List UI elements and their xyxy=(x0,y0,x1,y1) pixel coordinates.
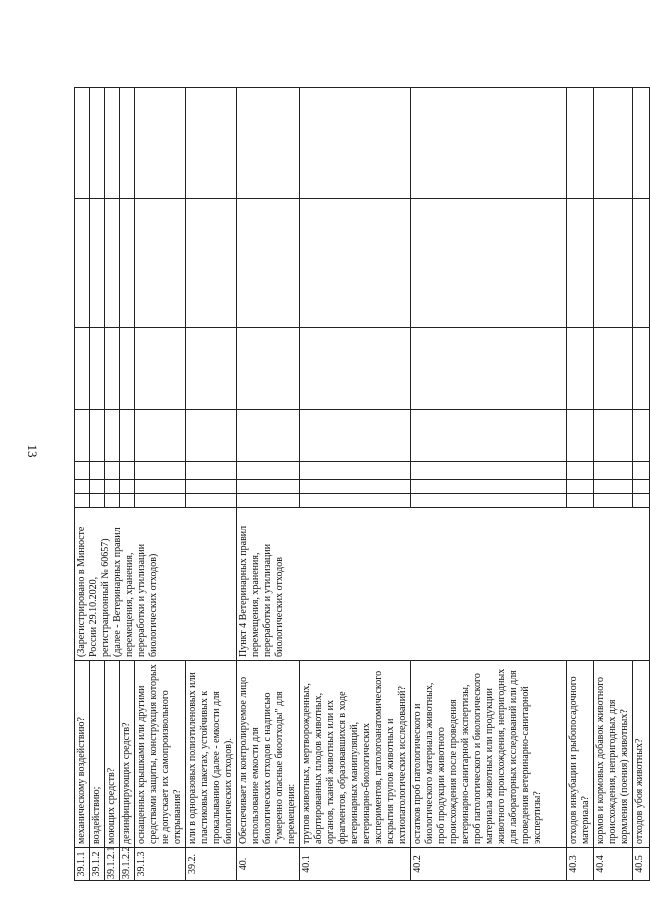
answer-cell xyxy=(75,410,90,462)
rotated-table-container xyxy=(74,88,645,881)
answer-cell xyxy=(411,199,567,328)
answer-cell xyxy=(90,328,105,410)
requirement-text: остатков проб патологического и биологического материала животных, проб продукции животного происхождения после проведения ветеринарно-санитарной экспертизы, проб патологического и биологического материала животных или продукции животного происхождения, непригодных для лабораторных исследований или для проведения ветеринарно-санитарной экспертизы? xyxy=(411,661,567,848)
answer-cell xyxy=(633,199,650,328)
table-row xyxy=(135,88,186,881)
legal-basis-cell: Пункт 4 Ветеринарных правил перемещения, хранения, переработки и утилизации биологических отходов xyxy=(237,508,650,661)
row-number: 40.2 xyxy=(411,848,567,881)
answer-cell xyxy=(90,199,105,328)
answer-cell xyxy=(594,494,633,508)
answer-cell xyxy=(105,462,120,480)
answer-cell xyxy=(105,328,120,410)
answer-cell xyxy=(411,410,567,462)
answer-cell xyxy=(186,480,237,494)
row-number: 40. xyxy=(237,848,300,881)
answer-cell xyxy=(237,462,300,480)
table-row xyxy=(186,88,237,881)
answer-cell xyxy=(90,462,105,480)
answer-cell xyxy=(186,494,237,508)
answer-cell xyxy=(120,328,135,410)
answer-cell xyxy=(567,494,594,508)
answer-cell xyxy=(633,494,650,508)
answer-cell xyxy=(90,410,105,462)
table-row xyxy=(120,88,135,881)
answer-cell xyxy=(186,462,237,480)
answer-cell xyxy=(300,410,411,462)
answer-cell xyxy=(75,494,90,508)
answer-cell xyxy=(594,480,633,494)
page-number: 13 xyxy=(25,444,40,458)
requirement-text: воздействию; xyxy=(90,661,105,848)
answer-cell xyxy=(75,88,90,199)
row-number: 39.1.3 xyxy=(135,848,186,881)
answer-cell xyxy=(567,328,594,410)
answer-cell xyxy=(120,462,135,480)
answer-cell xyxy=(594,328,633,410)
answer-cell xyxy=(135,328,186,410)
row-number: 39.1.2.1 xyxy=(105,848,120,881)
answer-cell xyxy=(567,199,594,328)
answer-cell xyxy=(411,88,567,199)
answer-cell xyxy=(186,328,237,410)
answer-cell xyxy=(237,480,300,494)
answer-cell xyxy=(120,199,135,328)
answer-cell xyxy=(300,480,411,494)
answer-cell xyxy=(75,199,90,328)
answer-cell xyxy=(135,410,186,462)
answer-cell xyxy=(237,494,300,508)
answer-cell xyxy=(186,199,237,328)
table-row xyxy=(90,88,105,881)
answer-cell xyxy=(186,88,237,199)
answer-cell xyxy=(120,410,135,462)
requirement-text: трупов животных, мертворожденных, абортированных плодов животных, органов, тканей животных или их фрагментов, образовавшихся в ходе ветеринарных манипуляций, ветеринарно-биологических экспериментов, патологоанатомического вскрытия трупов животных и ихтиопатологических исследований? xyxy=(300,661,411,848)
answer-cell xyxy=(300,199,411,328)
row-number: 40.4 xyxy=(594,848,633,881)
requirement-text: дезинфицирующих средств? xyxy=(120,661,135,848)
row-number: 39.2. xyxy=(186,848,237,881)
requirement-text: отходов убоя животных? xyxy=(633,661,650,848)
answer-cell xyxy=(105,199,120,328)
answer-cell xyxy=(90,88,105,199)
row-number: 40.1 xyxy=(300,848,411,881)
answer-cell xyxy=(633,88,650,199)
answer-cell xyxy=(300,88,411,199)
answer-cell xyxy=(105,88,120,199)
answer-cell xyxy=(633,328,650,410)
answer-cell xyxy=(120,494,135,508)
answer-cell xyxy=(594,199,633,328)
requirement-text: или в одноразовых полиэтиленовых или пластиковых пакетах, устойчивых к прокалыванию (далее - емкости для биологических отходов). xyxy=(186,661,237,848)
requirement-text: моющих средств? xyxy=(105,661,120,848)
answer-cell xyxy=(300,328,411,410)
answer-cell xyxy=(567,462,594,480)
answer-cell xyxy=(105,480,120,494)
checklist-table xyxy=(74,87,650,881)
requirement-text: Обеспечивает ли контролируемое лицо использование емкости для биологических отходов с надписью "умеренно опасные биоотходы" для перемещения: xyxy=(237,661,300,848)
table-row xyxy=(237,88,300,881)
row-number: 40.3 xyxy=(567,848,594,881)
answer-cell xyxy=(237,88,300,199)
answer-cell xyxy=(135,480,186,494)
answer-cell xyxy=(75,462,90,480)
table-row xyxy=(300,88,411,881)
answer-cell xyxy=(90,494,105,508)
answer-cell xyxy=(135,462,186,480)
answer-cell xyxy=(411,480,567,494)
answer-cell xyxy=(186,410,237,462)
row-number: 39.1.2 xyxy=(90,848,105,881)
row-number: 40.5 xyxy=(633,848,650,881)
requirement-text: оснащенных крышками или другими средствами защиты, конструкция которых не допускает их самопроизвольного открывания? xyxy=(135,661,186,848)
answer-cell xyxy=(411,328,567,410)
answer-cell xyxy=(120,480,135,494)
answer-cell xyxy=(300,462,411,480)
requirement-text: отходов инкубации и рыбопосадочного материала? xyxy=(567,661,594,848)
answer-cell xyxy=(300,494,411,508)
row-number: 39.1.2.2 xyxy=(120,848,135,881)
answer-cell xyxy=(633,480,650,494)
answer-cell xyxy=(75,480,90,494)
answer-cell xyxy=(75,328,90,410)
answer-cell xyxy=(633,462,650,480)
row-number: 39.1.1 xyxy=(75,848,90,881)
answer-cell xyxy=(105,494,120,508)
answer-cell xyxy=(90,480,105,494)
requirement-text: кормов и кормовых добавок животного происхождения, непригодных для кормления (поения) животных? xyxy=(594,661,633,848)
answer-cell xyxy=(120,88,135,199)
table-row xyxy=(567,88,594,881)
requirement-text: механическому воздействию? xyxy=(75,661,90,848)
table-row xyxy=(633,88,650,881)
legal-basis-cell: (Зарегистрировано в Минюсте России 29.10.2020, регистрационный № 60657) (далее - Ветеринарных правил перемещения, хранения, переработки и утилизации биологических отходов) xyxy=(75,508,237,661)
answer-cell xyxy=(567,410,594,462)
table-row xyxy=(594,88,633,881)
answer-cell xyxy=(135,88,186,199)
answer-cell xyxy=(411,494,567,508)
answer-cell xyxy=(411,462,567,480)
answer-cell xyxy=(237,328,300,410)
answer-cell xyxy=(237,410,300,462)
table-row xyxy=(105,88,120,881)
answer-cell xyxy=(567,480,594,494)
answer-cell xyxy=(105,410,120,462)
answer-cell xyxy=(633,410,650,462)
answer-cell xyxy=(567,88,594,199)
answer-cell xyxy=(135,199,186,328)
table-row xyxy=(75,88,90,881)
answer-cell xyxy=(594,88,633,199)
table-row xyxy=(411,88,567,881)
answer-cell xyxy=(237,199,300,328)
answer-cell xyxy=(135,494,186,508)
answer-cell xyxy=(594,462,633,480)
answer-cell xyxy=(594,410,633,462)
